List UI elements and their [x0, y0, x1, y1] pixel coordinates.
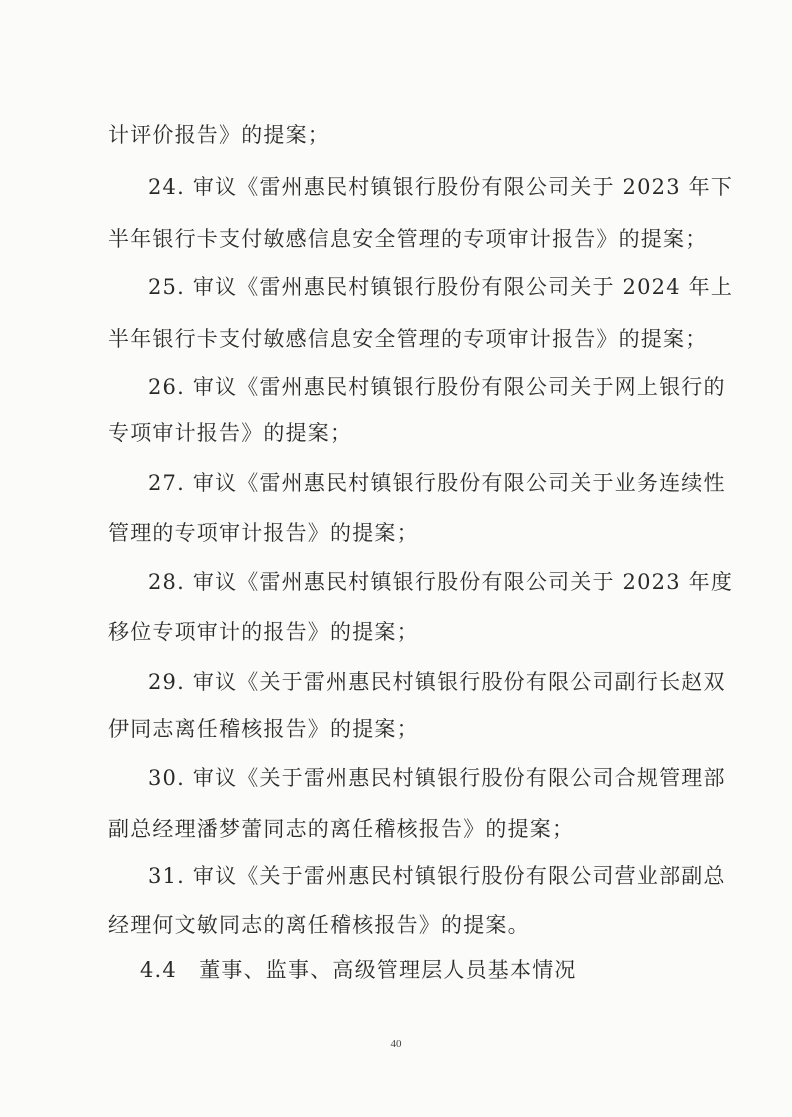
list-item-26: 26. 审议《雷州惠民村镇银行股份有限公司关于网上银行的 — [148, 375, 726, 399]
text-line: 经理何文敏同志的离任稽核报告》的提案。 — [108, 913, 530, 937]
text-line: 半年银行卡支付敏感信息安全管理的专项审计报告》的提案； — [108, 227, 708, 251]
text-line: 副总经理潘梦蕾同志的离任稽核报告》的提案； — [108, 817, 575, 841]
list-item-24: 24. 审议《雷州惠民村镇银行股份有限公司关于 2023 年下 — [148, 175, 734, 199]
text-line: 伊同志离任稽核报告》的提案； — [108, 717, 419, 741]
text-line: 计评价报告》的提案； — [108, 123, 330, 147]
list-item-25: 25. 审议《雷州惠民村镇银行股份有限公司关于 2024 年上 — [148, 275, 734, 299]
text-line: 半年银行卡支付敏感信息安全管理的专项审计报告》的提案； — [108, 327, 708, 351]
list-item-27: 27. 审议《雷州惠民村镇银行股份有限公司关于业务连续性 — [148, 471, 726, 495]
list-item-29: 29. 审议《关于雷州惠民村镇银行股份有限公司副行长赵双 — [148, 670, 726, 694]
list-item-30: 30. 审议《关于雷州惠民村镇银行股份有限公司合规管理部 — [148, 766, 726, 790]
text-line: 专项审计报告》的提案； — [108, 421, 353, 445]
text-line: 移位专项审计的报告》的提案； — [108, 620, 419, 644]
list-item-31: 31. 审议《关于雷州惠民村镇银行股份有限公司营业部副总 — [148, 864, 726, 888]
page-number: 40 — [390, 1038, 402, 1050]
list-item-28: 28. 审议《雷州惠民村镇银行股份有限公司关于 2023 年度 — [148, 570, 734, 594]
text-line: 管理的专项审计报告》的提案； — [108, 521, 419, 545]
section-heading: 4.4 董事、监事、高级管理层人员基本情况 — [140, 958, 577, 982]
